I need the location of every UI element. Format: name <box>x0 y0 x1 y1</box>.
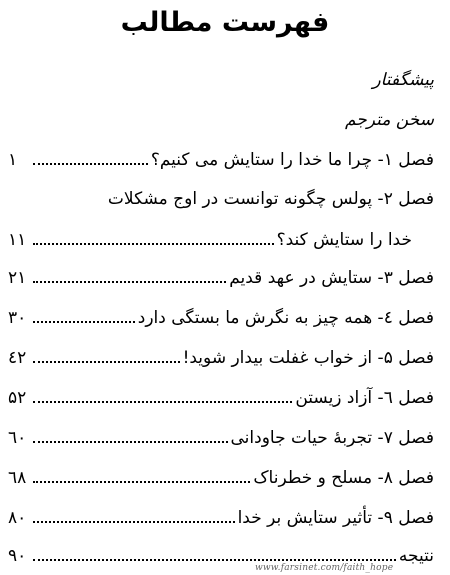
toc-entry-text: فصل ۹- تأثیر ستایش بر خدا <box>237 508 434 528</box>
toc-entry-text: نتیجه <box>398 546 434 566</box>
toc-entry-text: فصل ۵- از خواب غفلت بیدار شوید! <box>182 348 434 368</box>
translator-note-entry: سخن مترجم <box>344 110 434 130</box>
toc-entry-3 <box>8 264 434 290</box>
dot-leader <box>33 226 274 245</box>
toc-page-number: ۲۱ <box>8 268 27 288</box>
toc-entry-7 <box>8 424 434 450</box>
toc-entry-4 <box>8 304 434 330</box>
website-watermark: www.farsinet.com/faith_hope <box>255 563 394 573</box>
toc-entry-text: فصل ۳- ستایش در عهد قدیم <box>229 268 434 288</box>
toc-entry-9 <box>8 504 434 530</box>
toc-page-number: ۳۰ <box>8 308 27 328</box>
toc-entry-text: خدا را ستایش کند؟ <box>276 230 412 250</box>
toc-entry-text: فصل ۷- تجربهٔ حیات جاودانی <box>230 428 434 448</box>
page-title: فهرست مطالب <box>120 7 330 38</box>
toc-entry-6 <box>8 384 434 410</box>
dot-leader <box>33 504 235 523</box>
toc-page-number: ۱ <box>8 150 18 170</box>
toc-page-number: ۹۰ <box>8 546 27 566</box>
toc-entry-1 <box>8 146 434 172</box>
toc-entry-5 <box>8 344 434 370</box>
toc-page-number: ۸۰ <box>8 508 27 528</box>
dot-leader <box>33 384 292 403</box>
dot-leader <box>33 304 135 323</box>
toc-page-number: ٦۰ <box>8 428 27 448</box>
toc-entry-text: فصل ۲- پولس چگونه توانست در اوج مشکلات <box>107 189 434 209</box>
preface-entry: پیشگفتار <box>372 70 434 90</box>
toc-entry-text: فصل ۱- چرا ما خدا را ستایش می کنیم؟ <box>150 150 434 170</box>
dot-leader <box>33 424 228 443</box>
dot-leader <box>33 146 148 165</box>
toc-page-number: ٤۲ <box>8 348 27 368</box>
toc-entry-2 <box>8 186 434 212</box>
toc-entry-2-continued <box>8 226 412 252</box>
toc-entry-8 <box>8 464 434 490</box>
toc-entry-text: فصل ٦- آزاد زیستن <box>295 388 434 408</box>
toc-page-number: ٦۸ <box>8 468 27 488</box>
toc-entry-text: فصل ٤- همه چیز به نگرش ما بستگی دارد <box>137 308 434 328</box>
dot-leader <box>33 344 180 363</box>
toc-page-number: ۵۲ <box>8 388 27 408</box>
toc-page-number: ۱۱ <box>8 230 27 250</box>
dot-leader <box>33 542 396 561</box>
dot-leader <box>33 264 226 283</box>
dot-leader <box>33 464 250 483</box>
toc-entry-text: فصل ۸- مسلح و خطرناک <box>253 468 434 488</box>
